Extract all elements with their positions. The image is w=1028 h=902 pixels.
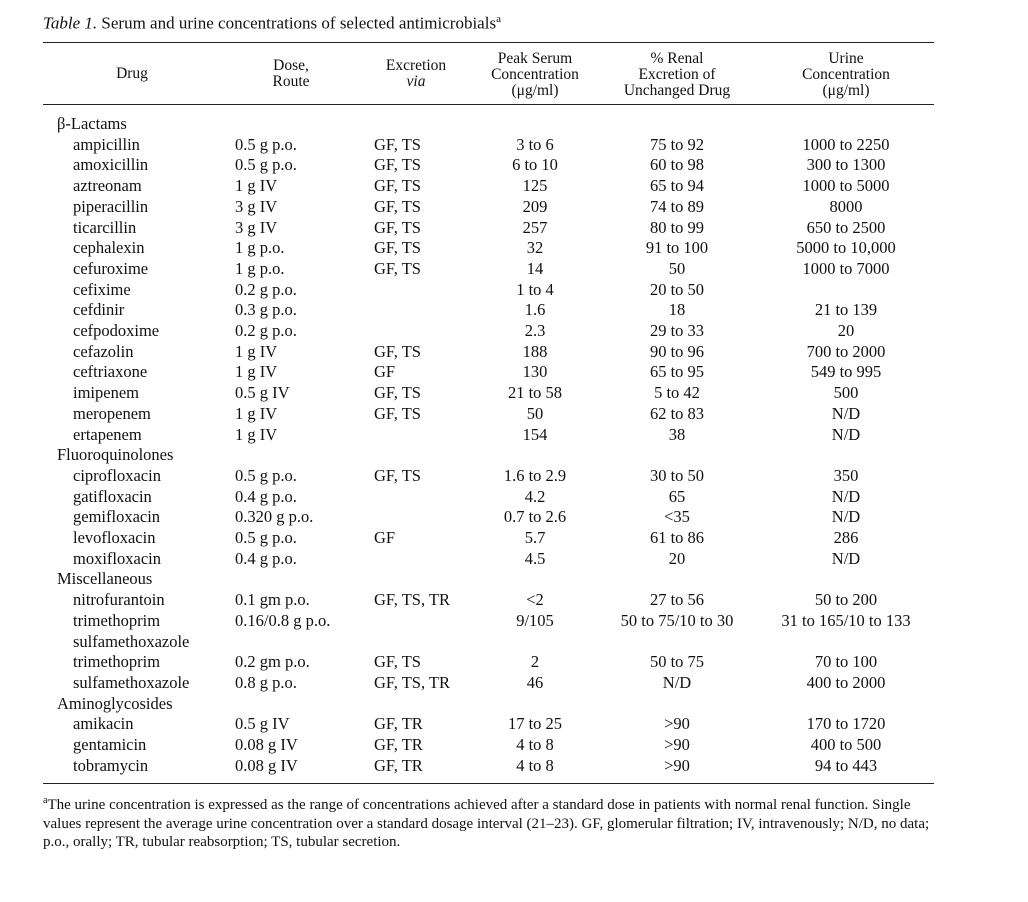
top-rule — [43, 42, 934, 43]
header-drug: Drug — [116, 65, 148, 82]
table-caption — [43, 13, 501, 34]
drug-cell: amoxicillin — [73, 155, 149, 175]
urine-cell: N/D — [831, 507, 861, 527]
dose-cell: 1 g p.o. — [235, 258, 285, 278]
dose-cell: 1 g IV — [235, 424, 278, 444]
header-rule — [43, 104, 934, 105]
excretion-cell: GF, TS — [374, 465, 421, 485]
peak-cell: 6 to 10 — [512, 155, 558, 175]
drug-cell: imipenem — [73, 383, 139, 403]
excretion-cell: GF, TS — [374, 196, 421, 216]
urine-cell: 549 to 995 — [810, 362, 882, 382]
drug-cell: gentamicin — [73, 735, 147, 754]
renal-cell: 20 — [668, 548, 686, 568]
group-heading: Fluoroquinolones — [57, 445, 174, 465]
drug-cell: gemifloxacin — [73, 507, 161, 527]
peak-cell: 0.7 to 2.6 — [503, 507, 567, 527]
peak-cell: 154 — [522, 424, 548, 444]
dose-cell: 0.08 g IV — [235, 755, 298, 775]
urine-cell: 400 to 2000 — [806, 672, 886, 692]
dose-cell: 0.1 gm p.o. — [235, 590, 310, 610]
dose-cell: 0.2 gm p.o. — [235, 652, 310, 672]
urine-cell: 1000 to 5000 — [802, 176, 890, 196]
dose-cell: 3 g IV — [235, 217, 278, 237]
drug-cell: cefuroxime — [73, 258, 149, 278]
peak-cell: 1 to 4 — [516, 279, 554, 299]
dose-cell: 3 g IV — [235, 196, 278, 216]
urine-cell: 5000 to 10,000 — [796, 238, 896, 258]
drug-cell: amikacin — [73, 714, 134, 734]
drug-cell: sulfamethoxazole — [73, 672, 190, 692]
dose-cell: 0.5 g IV — [235, 714, 290, 734]
excretion-cell: GF, TS — [374, 341, 421, 361]
renal-cell: 60 to 98 — [649, 155, 705, 175]
renal-cell: 74 to 89 — [649, 196, 705, 216]
renal-cell: 91 to 100 — [645, 238, 709, 258]
group-heading: β-Lactams — [57, 114, 127, 133]
dose-cell: 0.2 g p.o. — [235, 321, 297, 340]
drug-cell: aztreonam — [73, 176, 142, 196]
header-peak-serum: Peak Serum Concentration (μg/ml) — [491, 50, 579, 99]
urine-cell: 350 — [833, 465, 859, 485]
drug-cell: cefixime — [73, 279, 131, 299]
dose-cell: 0.16/0.8 g p.o. — [235, 610, 331, 630]
renal-cell: 65 to 94 — [649, 176, 705, 196]
urine-cell: 8000 — [829, 196, 863, 216]
renal-cell: 50 to 75/10 to 30 — [620, 610, 734, 630]
peak-cell: 188 — [522, 341, 548, 361]
peak-cell: 4.5 — [524, 548, 546, 568]
dose-cell: 0.5 g p.o. — [235, 528, 297, 547]
excretion-cell: GF, TR — [374, 714, 423, 734]
renal-cell: 30 to 50 — [649, 465, 705, 485]
renal-cell: 61 to 86 — [649, 528, 705, 547]
drug-cell: trimethoprim — [73, 652, 161, 672]
dose-cell: 0.2 g p.o. — [235, 279, 297, 299]
renal-cell: 90 to 96 — [649, 341, 705, 361]
excretion-cell: GF, TS, TR — [374, 590, 451, 610]
excretion-cell: GF, TS — [374, 383, 421, 403]
peak-cell: 2.3 — [524, 321, 546, 340]
drug-cell: meropenem — [73, 403, 151, 423]
dose-cell: 0.4 g p.o. — [235, 548, 297, 568]
peak-cell: 4.2 — [524, 486, 546, 506]
group-heading: Aminoglycosides — [57, 693, 173, 713]
title-footnote-mark: a — [496, 13, 501, 25]
peak-cell: 209 — [522, 196, 548, 216]
excretion-cell: GF, TR — [374, 735, 423, 754]
renal-cell: 5 to 42 — [654, 383, 700, 403]
dose-cell: 0.8 g p.o. — [235, 672, 297, 692]
excretion-cell: GF, TS — [374, 155, 421, 175]
dose-cell: 0.320 g p.o. — [235, 507, 314, 527]
urine-cell: 170 to 1720 — [806, 714, 886, 734]
renal-cell: 50 — [668, 258, 686, 278]
peak-cell: 46 — [526, 672, 544, 692]
urine-cell: N/D — [831, 486, 861, 506]
dose-cell: 0.5 g p.o. — [235, 134, 297, 154]
peak-cell: 4 to 8 — [516, 735, 554, 754]
dose-cell: 0.08 g IV — [235, 735, 298, 754]
urine-cell: 1000 to 7000 — [802, 258, 890, 278]
peak-cell: 17 to 25 — [507, 714, 563, 734]
peak-cell: 14 — [526, 258, 544, 278]
peak-cell: 125 — [522, 176, 548, 196]
renal-cell: 65 — [668, 486, 686, 506]
drug-cell: ticarcillin — [73, 217, 137, 237]
peak-cell: 50 — [526, 403, 544, 423]
peak-cell: 9/105 — [516, 610, 554, 630]
drug-cell: cefazolin — [73, 341, 134, 361]
drug-cell: piperacillin — [73, 196, 149, 216]
excretion-cell: GF, TS — [374, 217, 421, 237]
urine-cell: 300 to 1300 — [806, 155, 886, 175]
urine-cell: 94 to 443 — [814, 755, 878, 775]
urine-cell: 70 to 100 — [814, 652, 878, 672]
peak-cell: 21 to 58 — [507, 383, 563, 403]
urine-cell: 700 to 2000 — [806, 341, 886, 361]
urine-cell: 1000 to 2250 — [802, 134, 890, 154]
table-label: Table 1. — [43, 13, 98, 33]
urine-cell: N/D — [831, 424, 861, 444]
excretion-cell: GF, TS — [374, 403, 421, 423]
drug-cell: cephalexin — [73, 238, 145, 258]
urine-cell: 50 to 200 — [814, 590, 878, 610]
renal-cell: <35 — [664, 507, 690, 527]
urine-cell: 31 to 165/10 to 133 — [781, 610, 911, 630]
drug-cell: sulfamethoxazole — [73, 631, 190, 651]
peak-cell: 4 to 8 — [516, 755, 554, 775]
table-title: Serum and urine concentrations of selected antimicrobials — [101, 13, 497, 33]
urine-cell: 500 — [833, 383, 859, 403]
renal-cell: 29 to 33 — [649, 321, 705, 340]
drug-cell: ertapenem — [73, 424, 142, 444]
footnote-text: The urine concentration is expressed as the range of concentrations achieved after a standard dose in patients with normal renal function. Single values represent the average urine concentration over a standard dosage interval (21–23). GF, glomerular filtration; IV, intravenously; N/D, no data; p.o., orally; TR, tubular reabsorption; TS, tubular secretion. — [43, 797, 930, 850]
excretion-cell: GF — [374, 362, 396, 382]
urine-cell: 400 to 500 — [810, 735, 882, 754]
urine-cell: 286 — [833, 528, 859, 547]
excretion-cell: GF, TR — [374, 755, 423, 775]
excretion-cell: GF, TS — [374, 238, 421, 258]
dose-cell: 0.5 g p.o. — [235, 155, 297, 175]
drug-cell: moxifloxacin — [73, 548, 161, 568]
drug-cell: tobramycin — [73, 755, 149, 775]
drug-cell: cefpodoxime — [73, 321, 160, 340]
dose-cell: 1 g IV — [235, 176, 278, 196]
dose-cell: 0.5 g IV — [235, 383, 290, 403]
renal-cell: 27 to 56 — [649, 590, 705, 610]
excretion-cell: GF, TS — [374, 134, 421, 154]
renal-cell: 65 to 95 — [649, 362, 705, 382]
header-excretion: Excretion via — [385, 57, 447, 90]
excretion-cell: GF, TS, TR — [374, 672, 451, 692]
renal-cell: 20 to 50 — [649, 279, 705, 299]
dose-cell: 0.4 g p.o. — [235, 486, 297, 506]
drug-cell: ciprofloxacin — [73, 465, 161, 485]
excretion-cell: GF, TS — [374, 652, 421, 672]
table-footnote — [43, 792, 938, 852]
peak-cell: 1.6 — [524, 300, 546, 320]
renal-cell: >90 — [664, 735, 690, 754]
urine-cell: 650 to 2500 — [806, 217, 886, 237]
excretion-cell: GF, TS — [374, 176, 421, 196]
drug-cell: ceftriaxone — [73, 362, 148, 382]
excretion-cell: GF — [374, 528, 396, 547]
renal-cell: N/D — [662, 672, 692, 692]
dose-cell: 0.5 g p.o. — [235, 465, 297, 485]
drug-cell: trimethoprim — [73, 610, 161, 630]
peak-cell: 130 — [522, 362, 548, 382]
renal-cell: 62 to 83 — [649, 403, 705, 423]
renal-cell: 75 to 92 — [649, 134, 705, 154]
peak-cell: 5.7 — [524, 528, 546, 547]
excretion-cell: GF, TS — [374, 258, 421, 278]
peak-cell: <2 — [526, 590, 544, 610]
peak-cell: 3 to 6 — [516, 134, 554, 154]
urine-cell: 20 — [837, 321, 855, 340]
urine-cell: N/D — [831, 548, 861, 568]
header-renal-excretion: % Renal Excretion of Unchanged Drug — [623, 50, 731, 99]
renal-cell: >90 — [664, 714, 690, 734]
dose-cell: 1 g IV — [235, 341, 278, 361]
urine-cell: 21 to 139 — [814, 300, 878, 320]
renal-cell: 38 — [668, 424, 686, 444]
dose-cell: 1 g IV — [235, 403, 278, 423]
renal-cell: 18 — [668, 300, 686, 320]
renal-cell: >90 — [664, 755, 690, 775]
peak-cell: 257 — [522, 217, 548, 237]
peak-cell: 2 — [530, 652, 540, 672]
drug-cell: cefdinir — [73, 300, 125, 320]
dose-cell: 1 g p.o. — [235, 238, 285, 258]
drug-cell: ampicillin — [73, 134, 140, 154]
peak-cell: 32 — [526, 238, 544, 258]
drug-cell: nitrofurantoin — [73, 590, 165, 610]
header-dose: Dose, Route — [272, 57, 310, 90]
urine-cell: N/D — [831, 403, 861, 423]
renal-cell: 50 to 75 — [649, 652, 705, 672]
drug-cell: gatifloxacin — [73, 486, 152, 506]
renal-cell: 80 to 99 — [649, 217, 705, 237]
drug-cell: levofloxacin — [73, 528, 156, 547]
peak-cell: 1.6 to 2.9 — [503, 465, 567, 485]
dose-cell: 0.3 g p.o. — [235, 300, 297, 320]
group-heading: Miscellaneous — [57, 569, 153, 589]
footnote-mark: a — [43, 795, 48, 806]
dose-cell: 1 g IV — [235, 362, 278, 382]
header-urine: Urine Concentration (μg/ml) — [802, 50, 890, 99]
bottom-rule — [43, 783, 934, 784]
